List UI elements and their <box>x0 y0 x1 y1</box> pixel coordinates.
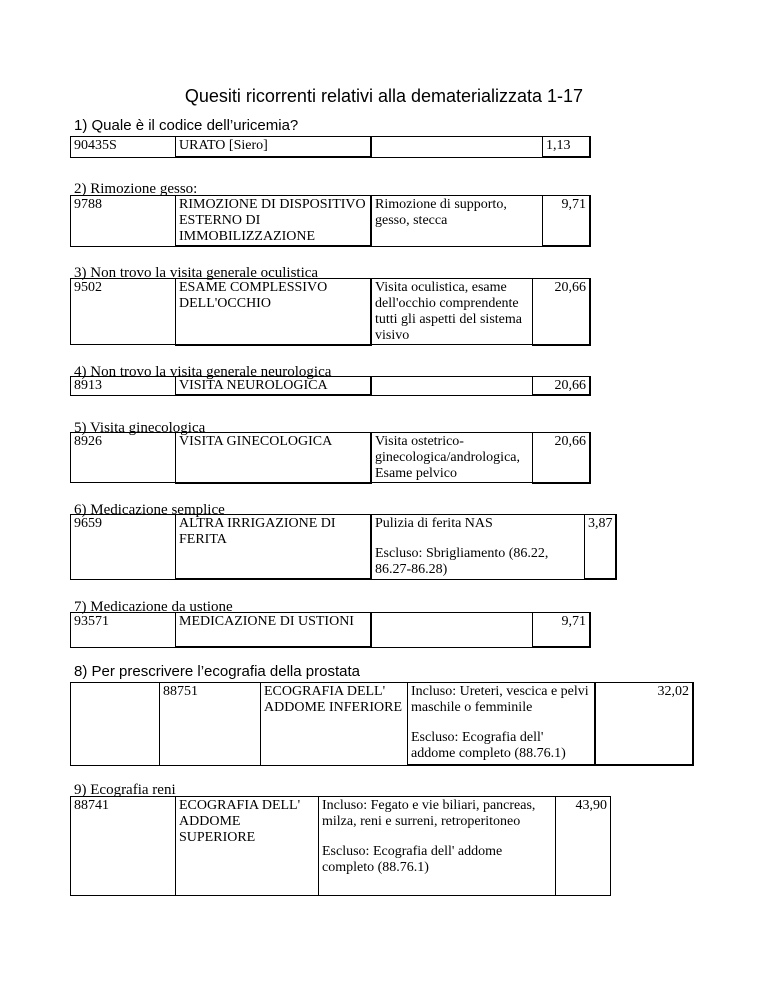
desc-cell <box>371 377 533 396</box>
code-cell: 88741 <box>71 797 176 896</box>
table-1 <box>70 136 591 158</box>
name-cell: MEDICAZIONE DI USTIONI <box>176 613 372 648</box>
name-cell: VISITA GINECOLOGICA <box>176 433 372 483</box>
include-text: Pulizia di ferita NAS <box>375 516 493 531</box>
desc-cell: Rimozione di supporto, gesso, stecca <box>371 196 543 247</box>
price-cell: 9,71 <box>533 613 591 648</box>
table-6 <box>70 514 617 580</box>
price-cell: 20,66 <box>533 279 591 345</box>
desc-cell <box>408 683 596 766</box>
question-4: 4) Non trovo la visita generale neurologica <box>74 364 332 380</box>
name-cell: ESAME COMPLESSIVO DELL'OCCHIO <box>176 279 372 345</box>
price-cell: 1,13 <box>543 137 591 158</box>
table-2 <box>70 195 591 247</box>
exclude-text: Escluso: Ecografia dell' addome completo (88.76.1) <box>411 730 566 761</box>
price-cell: 3,87 <box>585 515 617 580</box>
code-cell: 90435S <box>71 137 176 158</box>
code-cell: 9659 <box>71 515 176 580</box>
question-7: 7) Medicazione da ustione <box>74 599 233 615</box>
desc-cell: Visita ostetrico-ginecologica/andrologica, Esame pelvico <box>371 433 533 483</box>
code-cell: 9502 <box>71 279 176 345</box>
table-7 <box>70 612 591 648</box>
question-9: 9) Ecografia reni <box>74 782 176 798</box>
exclude-text: Escluso: Ecografia dell' addome completo (88.76.1) <box>322 844 503 875</box>
question-6: 6) Medicazione semplice <box>74 502 225 518</box>
code-cell: 88751 <box>160 683 261 766</box>
price-cell: 32,02 <box>595 683 693 766</box>
name-cell: URATO [Siero] <box>176 137 372 158</box>
include-text: Incluso: Fegato e vie biliari, pancreas, milza, reni e surreni, retroperitoneo <box>322 798 536 829</box>
desc-cell: Visita oculistica, esame dell'occhio comprendente tutti gli aspetti del sistema visivo <box>371 279 533 345</box>
price-cell: 43,90 <box>556 797 611 896</box>
desc-cell <box>319 797 556 896</box>
table-8 <box>70 682 694 766</box>
include-text: Incluso: Ureteri, vescica e pelvi maschile o femminile <box>411 684 589 715</box>
table-4 <box>70 376 591 396</box>
table-3 <box>70 278 591 346</box>
name-cell: ECOGRAFIA DELL' ADDOME SUPERIORE <box>176 797 319 896</box>
code-cell: 8926 <box>71 433 176 483</box>
name-cell: ALTRA IRRIGAZIONE DI FERITA <box>176 515 372 580</box>
code-cell: 9788 <box>71 196 176 247</box>
desc-cell <box>371 515 585 580</box>
question-1: 1) Quale è il codice dell’uricemia? <box>74 117 299 134</box>
table-9 <box>70 796 611 896</box>
desc-cell <box>371 137 543 158</box>
code-cell: 8913 <box>71 377 176 396</box>
question-3: 3) Non trovo la visita generale oculistica <box>74 265 319 281</box>
question-5: 5) Visita ginecologica <box>74 420 206 436</box>
code-cell: 93571 <box>71 613 176 648</box>
page-title: Quesiti ricorrenti relativi alla dematerializzata 1-17 <box>184 86 584 106</box>
question-2: 2) Rimozione gesso: <box>74 181 198 197</box>
name-cell: RIMOZIONE DI DISPOSITIVO ESTERNO DI IMMOBILIZZAZIONE <box>176 196 372 247</box>
price-cell: 20,66 <box>533 433 591 483</box>
name-cell: ECOGRAFIA DELL' ADDOME INFERIORE <box>261 683 408 766</box>
table-5 <box>70 432 591 484</box>
desc-cell <box>371 613 533 648</box>
exclude-text: Escluso: Sbrigliamento (86.22, 86.27-86.28) <box>375 546 549 577</box>
name-cell: VISITA NEUROLOGICA <box>176 377 372 396</box>
price-cell: 9,71 <box>543 196 591 247</box>
price-cell: 20,66 <box>533 377 591 396</box>
question-8: 8) Per prescrivere l’ecografia della prostata <box>74 663 360 680</box>
empty-cell <box>71 683 160 766</box>
